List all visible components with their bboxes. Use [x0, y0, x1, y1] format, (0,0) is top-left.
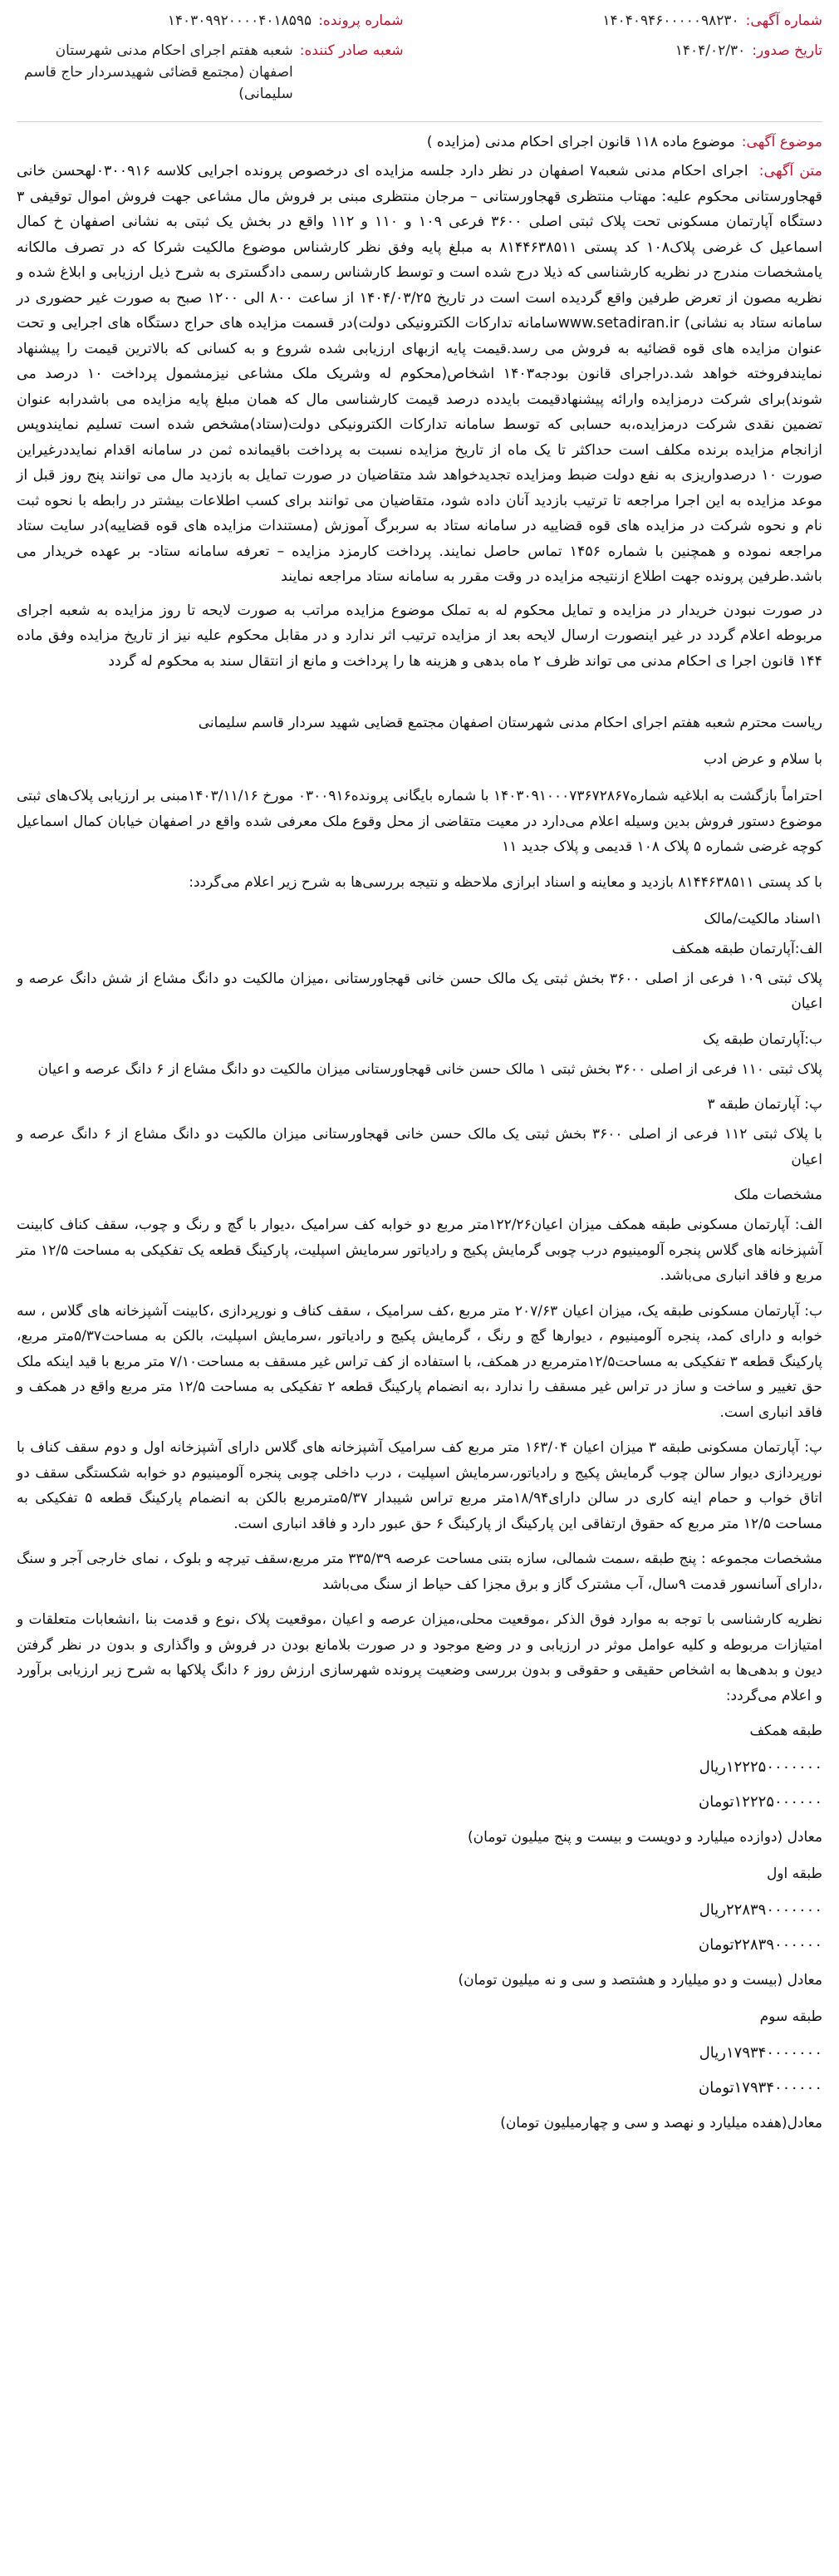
report-postal-line: با کد پستی ۸۱۴۴۶۳۸۵۱۱ بازدید و معاینه و اسناد ابرازی ملاحظه و نتیجه بررسی‌ها به شرح زیر اعلام می‌گردد: [189, 873, 822, 891]
issuing-branch-value: شعبه هفتم اجرای احکام مدنی شهرستان اصفهان (مجتمع قضائی شهیدسردار حاج قاسم سلیمانی) [24, 42, 293, 102]
subject-row [17, 122, 822, 159]
notice-header [17, 10, 822, 122]
case-number-value: ۱۴۰۳۰۹۹۲۰۰۰۰۴۰۱۸۵۹۵ [167, 12, 312, 29]
report-addressee: ریاست محترم شعبه هفتم اجرای احکام مدنی شهرستان اصفهان مجتمع قضایی شهید سردار قاسم سلیمانی [198, 715, 822, 731]
section-spacer [17, 682, 822, 710]
issue-date-row [435, 40, 822, 61]
unit-a-text: پلاک ثبتی ۱۰۹ فرعی از اصلی ۳۶۰۰ بخش ثبتی یک مالک حسن خانی قهجاورستانی ،میزان مالکیت دو دانگ مشاع از شش دانگ عرصه و اعیان [17, 970, 823, 1012]
unit-b-title: ب:آپارتمان طبقه یک [703, 1030, 822, 1048]
spec-b-text: ب: آپارتمان مسکونی طبقه یک، میزان اعیان ۲۰۷/۶۳ متر مربع ،کف سرامیک ، سقف کناف و نورپردازی ،کابینت آشپزخانه های گلاس ، سه خوابه و دارای کمد، پنجره آلومینیوم ، دیوارها گچ و رنگ ، گرمایش پکیج و رادیاتور ،سرمایش اسپلیت، بالکن به مساحت۵/۳۷متر مربع، پارکینگ قطعه ۳ تفکیکی به مساحت۱۲/۵مترمربع در همکف، با استفاده از کف تراس غیر مسقف به مساحت۷/۱۰ متر مربع با قید اینکه ملک حق تغییر و ساخت و ساز در تراس غیر مسقف را ندارد ،به انضمام پارکینگ قطعه ۲ تفکیکی به مساحت ۱۲/۵ متر مربع واقع در همکف و فاقد انباری است. [17, 1302, 822, 1421]
unit-a-title: الف:آپارتمان طبقه همکف [671, 940, 822, 957]
header-left-column [17, 10, 404, 113]
specs-title: مشخصات ملک [734, 1187, 822, 1203]
clause-118-paragraph: در صورت نبودن خریدار در مزایده و تمایل محکوم له به تملک موضوع مزایده مراتب به صورت لایحه تا روز مزایده به شعبه اجرای مربوطه اعلام گردد در غیر اینصورت ارسال لایحه بعد از مزایده ترتیب اثر ندارد و در مقابل محکوم علیه نیز از تاریخ مزایده وفق ماده ۱۴۴ قانون اجرا ی احکام مدنی می تواند ظرف ۲ ماه بدهی و هزینه ها را پرداخت و مانع از انتقال سند به محکوم له گردد [17, 602, 822, 670]
ad-text-label: متن آگهی: [758, 163, 822, 179]
valuation-third-floor [17, 2004, 822, 2136]
valuation-first-floor [17, 1861, 822, 1993]
valuation-words: معادل(هفده میلیارد و نهصد و سی و چهارمیلیون تومان) [500, 2115, 822, 2131]
issuing-branch-row [17, 40, 404, 105]
subject-label: موضوع آگهی: [741, 134, 822, 150]
valuation-words: معادل (بیست و دو میلیارد و هشتصد و سی و نه میلیون تومان) [458, 1972, 822, 1989]
ad-number-value: ۱۴۰۴۰۹۴۶۰۰۰۰۰۹۸۲۳۰ [602, 12, 739, 29]
ad-number-row [435, 10, 822, 32]
unit-c-title: پ: آپارتمان طبقه ۳ [707, 1096, 822, 1113]
unit-b-text: پلاک ثبتی ۱۱۰ فرعی از اصلی ۳۶۰۰ بخش ثبتی ۱ مالک حسن خانی قهجاورستانی میزان مالکیت دو دانگ مشاع از ۶ دانگ عرصه و اعیان [37, 1060, 822, 1078]
valuation-floor-label: طبقه سوم [759, 2008, 822, 2025]
valuation-ground-floor [17, 1718, 822, 1850]
header-right-column [435, 10, 822, 113]
ad-body-paragraph [17, 159, 822, 590]
ownership-title: ۱اسناد مالکیت/مالک [704, 910, 822, 927]
valuation-toman: ۱۲۲۲۵۰۰۰۰۰۰تومان [698, 1793, 822, 1811]
expert-opinion-text: نظریه کارشناسی با توجه به موارد فوق الذکر ،موقعیت محلی،میزان عرصه و اعیان ،موقعیت پلاک ،نوع و قدمت بنا ،انشعابات متعلقات و امتیازات مربوطه و کلیه عوامل موثر در ارزیابی و در وضع موجود و در صورت بلامانع بودن در فروش و واگذاری و بدون در نظر گرفتن دیون و بدهی‌ها به اشخاص حقیقی و حقوقی و بدون بررسی وضعیت پرونده شهرسازی ارزش روز ۶ دانگ پلاکها به شرح زیر ارزیابی برآورد و اعلام می‌گردد: [17, 1611, 822, 1704]
report-greeting: با سلام و عرض ادب [703, 751, 822, 768]
report-intro: احتراماً بازگشت به ابلاغیه شماره۱۴۰۳۰۹۱۰۰۰۷۳۶۷۲۸۶۷ با شماره بایگانی پرونده۰۳۰۰۹۱۶ مورخ ۱۴۰۳/۱۱/۱۶مبنی بر ارزیابی پلاک‌های ثبتی موضوع دستور فروش بدین وسیله اعلام می‌دارد در معیت متقاضی از محل وقوع ملک معرفی شده واقع در اصفهان خیابان کمال اسماعیل کوچه غرضی شماره ۵ پلاک ۱۰۸ قدیمی و پلاک جدید ۱۱ [17, 788, 823, 855]
valuation-toman: ۱۷۹۳۴۰۰۰۰۰۰تومان [698, 2079, 822, 2097]
issue-date-value: ۱۴۰۴/۰۲/۳۰ [675, 42, 746, 59]
ad-text-body: اجرای احکام مدنی شعبه۷ اصفهان در نظر دارد جلسه مزایده ای درخصوص پرونده اجرایی کلاسه ۰۳۰۰۹۱۶لهحسن خانی قهجاورستانی محکوم علیه: مهتاب منتظری قهجاورستانی – مرجان منتظری مبنی بر فروش مال مشاعی جهت فروش اموال توقیفی ۳ دستگاه آپارتمان مسکونی تحت پلاک ثبتی اصلی ۳۶۰۰ فرعی ۱۰۹ و ۱۱۰ و ۱۱۲ واقع در بخش یک ثبتی به نشانی اصفهان خ کمال اسماعیل ک غرضی پلاک۱۰۸ کد پستی ۸۱۴۴۶۳۸۵۱۱ به مبلغ پایه وفق نظر کارشناس موضوع مالکیت شرکا که در تصرف مالکانه یامشخصات مندرج در نظریه کارشناسی که ذیلا درج شده است و توسط کارشناس رسمی دادگستری به شرح ذیل ارزیابی و ابلاغ شده و نظریه مصون از تعرض طرفین واقع گردیده است است در تاریخ ۱۴۰۴/۰۳/۲۵ از ساعت ۸۰۰ الی ۱۲۰۰ صبح به صورت غیر حضوری در سامانه ستاد به نشانی) www.setadiran.irسامانه تدارکات الکترونیکی دولت)در قسمت مزایده های حراج دستگاه های اجرایی و تحت عنوان مزایده های قوه قضائیه به فروش می رسد.قیمت پایه ازبهای ارزیابی شده شروع و به کسانی که بالاترین قیمت را پیشنهاد نمایندفروخته خواهد شد.دراجرای قانون بودجه۱۴۰۳ اشخاص(محکوم له وشریک ملک مشاعی نیزمشمول پرداخت ۱۰ درصد می شوند)برای شرکت درمزایده وارائه پیشنهادقیمت بایدده درصد قیمت کارشناسی مال که همان مبلغ پایه مزایده می باشدرابه عنوان تضمین نقدی شرکت درمزایده،به حسابی که توسط سامانه تدارکات الکترونیکی دولت(ستاد)مشخص شده است تسلیم نمایندوپس ازانجام مزایده برنده مکلف است حداکثر تا یک ماه از تاریخ مزایده نسبت به پرداخت باقیمانده ثمن در سامانه اقدام نمایددرغیراین صورت ۱۰ درصدواریزی به نفع دولت ضبط ومزایده تجدیدخواهد شد متقاضیان در صورت تمایل به بازدید مال می توانند پنج روز قبل از موعد مزایده به این اجرا مراجعه تا ترتیب بازدید آنان داده شود، متقاضیان می توانند برای کسب اطلاعات بیشتر در رابطه با نحوه ثبت نام و نحوه شرکت در مزایده های قوه قضاییه در سامانه ستاد به سربرگ آموزش (مستندات مزایده های قوه قضاییه)در سایت ستاد مراجعه نموده و همچنین با شماره ۱۴۵۶ تماس حاصل نمایند. پرداخت کارمزد مزایده – تعرفه سامانه ستاد- بر عهده خریدار می باشد.طرفین پرونده جهت اطلاع ازنتیجه مزایده در وقت مقرر به سامانه ستاد مراجعه نمایند [17, 163, 823, 585]
ad-number-label: شماره آگهی: [745, 12, 822, 29]
valuation-toman: ۲۲۸۳۹۰۰۰۰۰۰تومان [698, 1936, 822, 1954]
valuation-floor-label: طبقه اول [766, 1866, 822, 1882]
issuing-branch-label: شعبه صادر کننده: [299, 42, 404, 59]
subject-text: موضوع ماده ۱۱۸ قانون اجرای احکام مدنی (مزایده ) [426, 134, 735, 150]
case-number-row [17, 10, 404, 32]
spec-a-text: الف: آپارتمان مسکونی طبقه همکف میزان اعیان۱۲۲/۲۶متر مربع دو خوابه کف سرامیک ،دیوار با گچ و رنگ و چوب، سقف کناف کابینت آشپزخانه های گلاس پنجره آلومینیوم درب چوبی گرمایش پکیج و رادیاتور سرمایش اسپلیت، پارکینگ قطعه یک تفکیکی به مساحت ۱۲/۵ متر مربع و فاقد انباری می‌باشد. [17, 1217, 822, 1284]
unit-c-text: با پلاک ثبتی ۱۱۲ فرعی از اصلی ۳۶۰۰ بخش ثبتی یک مالک حسن خانی قهجاورستانی میزان مالکیت دو دانگ مشاع از ۶ دانگ عرصه و اعیان [17, 1126, 823, 1168]
case-number-label: شماره پرونده: [318, 12, 404, 29]
valuation-rial: ۱۷۹۳۴۰۰۰۰۰۰۰ریال [699, 2044, 822, 2062]
common-specs-text: مشخصات مجموعه : پنج طبقه ،سمت شمالی، سازه بتنی مساحت عرصه ۳۳۵/۳۹ متر مربع،سقف تیرچه و بلوک ، نمای خارجی آجر و سنگ ،دارای آسانسور قدمت ۹سال، آب مشترک گاز و برق مجزا کف حیاط از سنگ می‌باشد [17, 1551, 823, 1593]
valuation-words: معادل (دوازده میلیارد و دویست و بیست و پنج میلیون تومان) [468, 1829, 822, 1846]
valuation-floor-label: طبقه همکف [749, 1723, 822, 1739]
issue-date-label: تاریخ صدور: [752, 42, 822, 59]
spec-c-text: پ: آپارتمان مسکونی طبقه ۳ میزان اعیان ۱۶۳/۰۴ متر مربع کف سرامیک آشپزخانه های گلاس دارای آشپزخانه اول و دوم سقف کناف با نورپردازی دیوار سالن چوب گرمایش پکیج و رادیاتور،سرمایش اسپلیت ، درب داخلی چوبی پنجره آلومینیوم دو خوابه شکستگی سقف دو اتاق خواب و حمام اینه کاری در سالن دارای۱۸/۹۴متر مربع تراس شیبدار ۵/۳۷مترمربع بالکن به انضمام پارکینگ قطعه ۵ تفکیکی به مساحت ۱۲/۵ متر مربع که حقوق ارتفاقی این پارکینگ از پارکینگ ۶ حق عبور دارد و فاقد انباری است. [17, 1439, 822, 1532]
valuation-rial: ۲۲۸۳۹۰۰۰۰۰۰۰ریال [699, 1901, 822, 1919]
valuation-rial: ۱۲۲۲۵۰۰۰۰۰۰۰ریال [699, 1758, 822, 1776]
